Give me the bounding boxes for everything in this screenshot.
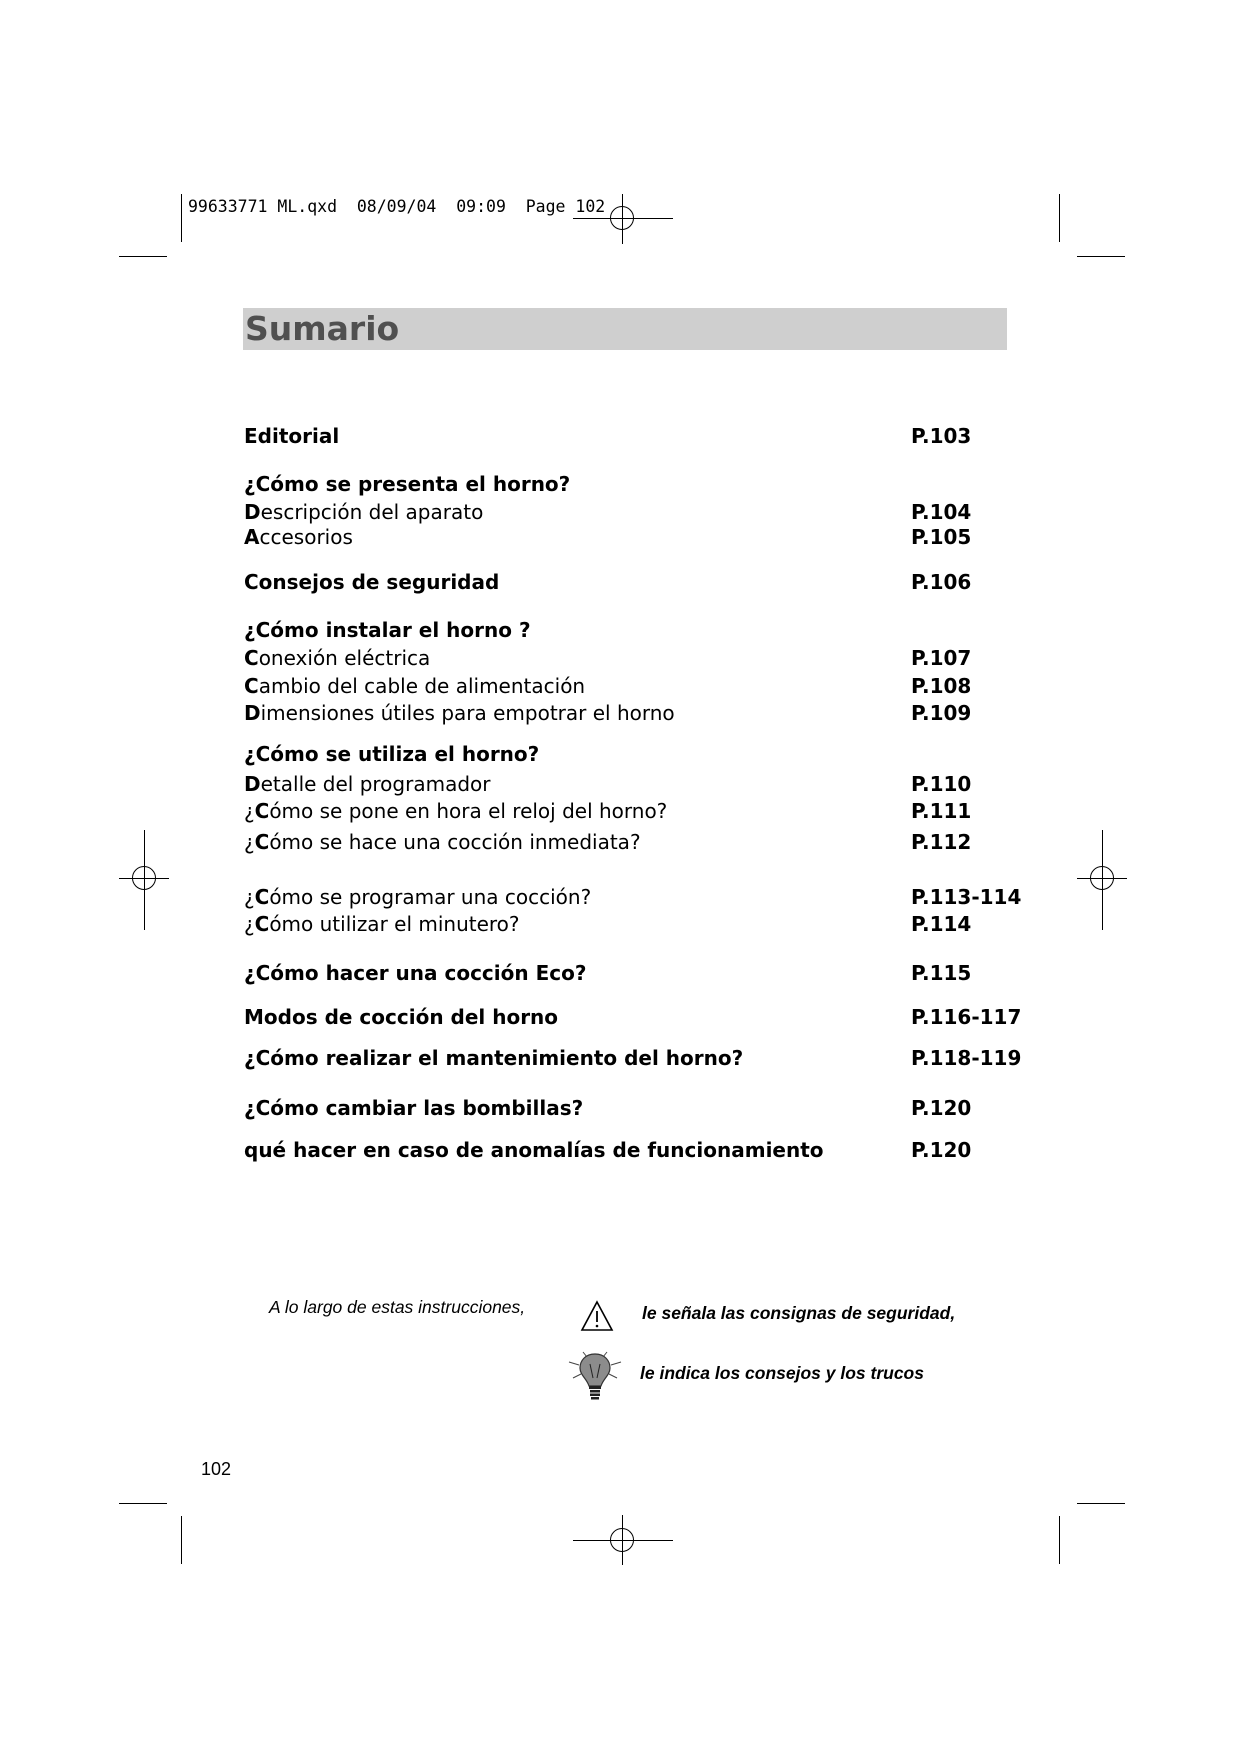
toc-label-rest: ómo se hace una cocción inmediata? [269,830,641,854]
toc-entry [244,499,1024,525]
toc-label-prefix: ¿ [244,830,255,854]
toc-page-ref: P.113-114 [911,885,1022,909]
tip-legend-text: le indica los consejos y los trucos [640,1363,924,1383]
toc-label [244,884,591,910]
toc-label-initial: C [254,799,270,823]
toc-entry [244,884,1024,910]
toc-page-ref: P.112 [911,830,972,854]
toc-label: ¿Cómo cambiar las bombillas? [244,1096,584,1120]
toc-label-rest: ómo utilizar el minutero? [269,912,520,936]
toc-label [244,829,641,855]
toc-page-ref: P.108 [911,674,972,698]
toc-label: Editorial [244,424,340,448]
toc-label: ¿Cómo se presenta el horno? [244,472,571,496]
warning-triangle-icon [580,1300,614,1332]
toc-entry [244,700,1024,726]
toc-label-initial: D [244,500,261,524]
page-number: 102 [201,1459,232,1479]
toc-page-ref: P.106 [911,570,972,594]
toc-heading [244,741,1024,767]
toc-label-initial: C [254,912,270,936]
toc-page-ref: P.103 [911,424,972,448]
toc-label-prefix: ¿ [244,885,255,909]
toc-heading [244,1004,1024,1030]
toc-entry [244,829,1024,855]
toc-entry [244,771,1024,797]
toc-heading [244,1045,1024,1071]
toc-page-ref: P.105 [911,525,972,549]
toc-page-ref: P.104 [911,500,972,524]
toc-label-rest: ambio del cable de alimentación [258,674,586,698]
toc-label: ¿Cómo hacer una cocción Eco? [244,961,587,985]
toc-heading [244,423,1024,449]
toc-label-rest: onexión eléctrica [258,646,431,670]
toc-heading [244,471,1024,497]
toc-label: Consejos de seguridad [244,570,500,594]
toc-label: ¿Cómo instalar el horno ? [244,618,531,642]
toc-heading [244,569,1024,595]
toc-label: Modos de cocción del horno [244,1005,559,1029]
toc-label [244,524,353,550]
toc-label [244,645,430,671]
toc-label: ¿Cómo se utiliza el horno? [244,742,540,766]
title-bar [243,308,1007,350]
toc-label: qué hacer en caso de anomalías de funcionamiento [244,1138,824,1162]
toc-label [244,673,585,699]
toc-label-initial: A [244,525,260,549]
toc-label-initial: C [244,646,259,670]
toc-label-initial: D [244,701,261,725]
toc-label [244,798,667,824]
toc-label-prefix: ¿ [244,799,255,823]
warning-legend-text: le señala las consignas de seguridad, [642,1303,956,1323]
toc-page-ref: P.109 [911,701,972,725]
toc-page-ref: P.114 [911,912,972,936]
toc-entry [244,673,1024,699]
toc-label [244,771,490,797]
toc-heading [244,617,1024,643]
toc-page-ref: P.110 [911,772,972,796]
page-title: Sumario [245,309,400,348]
toc-page-ref: P.120 [911,1096,972,1120]
legend-intro: A lo largo de estas instrucciones, [269,1297,526,1317]
toc-label-rest: escripción del aparato [260,500,484,524]
toc-page-ref: P.107 [911,646,972,670]
toc-page-ref: P.111 [911,799,972,823]
toc-label-rest: imensiones útiles para empotrar el horno [260,701,675,725]
toc-entry [244,798,1024,824]
toc-page-ref: P.120 [911,1138,972,1162]
toc-page-ref: P.115 [911,961,972,985]
toc-label-rest: ómo se pone en hora el reloj del horno? [269,799,668,823]
lightbulb-icon [565,1348,625,1408]
toc-label: ¿Cómo realizar el mantenimiento del horno? [244,1046,744,1070]
toc-entry [244,911,1024,937]
toc-label-rest: ccesorios [259,525,353,549]
toc-heading [244,1095,1024,1121]
toc-label [244,700,675,726]
toc-page-ref: P.116-117 [911,1005,1022,1029]
toc-label-initial: C [254,830,270,854]
toc-heading [244,960,1024,986]
toc-label-initial: C [244,674,259,698]
toc-entry [244,524,1024,550]
toc-label [244,499,483,525]
toc-label [244,911,520,937]
toc-entry [244,645,1024,671]
toc-heading [244,1137,1024,1163]
toc-label-initial: D [244,772,261,796]
toc-page-ref: P.118-119 [911,1046,1022,1070]
toc-label-rest: ómo se programar una cocción? [269,885,592,909]
toc-label-rest: etalle del programador [260,772,491,796]
toc-label-prefix: ¿ [244,912,255,936]
print-slug: 99633771 ML.qxd 08/09/04 09:09 Page 102 [188,197,606,216]
toc-label-initial: C [254,885,270,909]
